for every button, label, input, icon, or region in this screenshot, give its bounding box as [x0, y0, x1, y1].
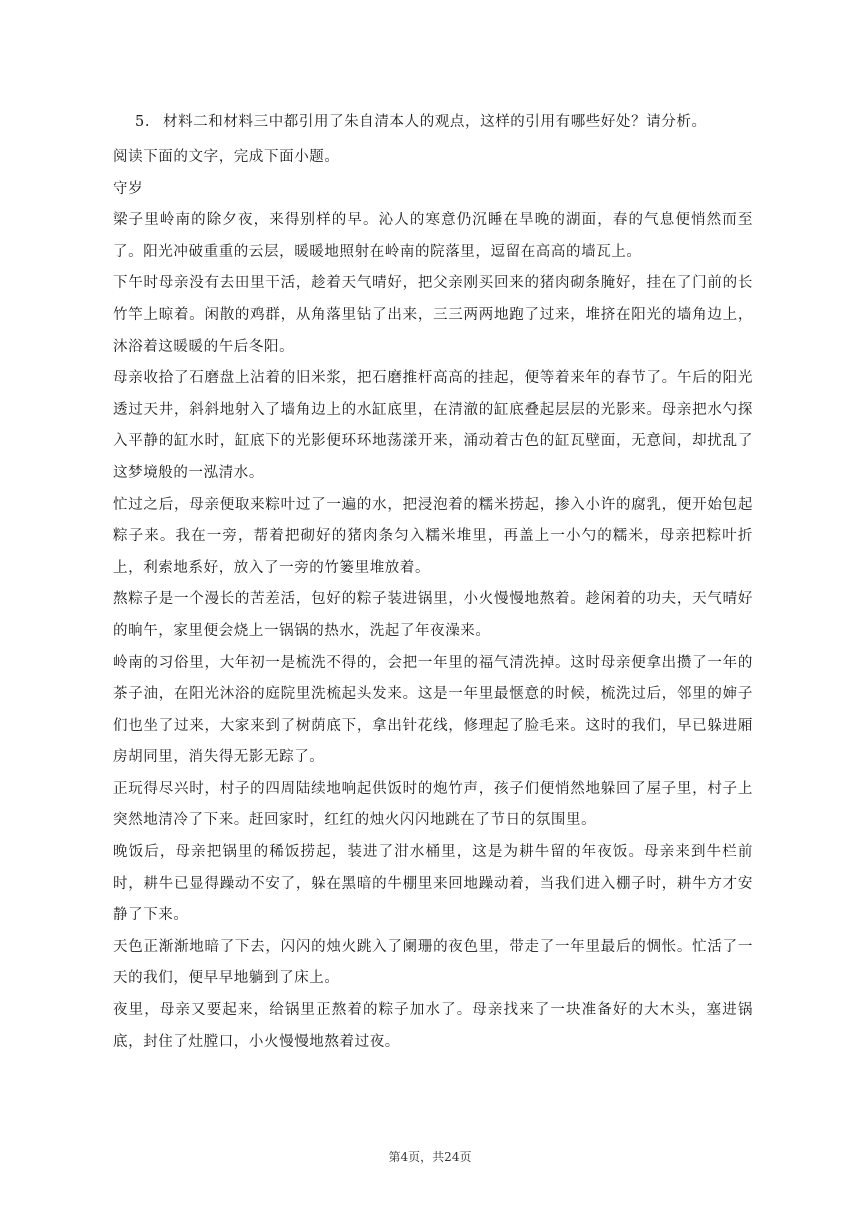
passage-paragraph: 忙过之后，母亲便取来粽叶过了一遍的水，把浸泡着的糯米捞起，掺入小许的腐乳，便开始包起粽子来。我在一旁，帮着把砌好的猪肉条匀入糯米堆里，再盖上一小勺的糯米，母亲把粽叶折上，利索地系好，放入了一旁的竹篓里堆放着。 — [113, 496, 753, 576]
passage-paragraph: 熬粽子是一个漫长的苦差活，包好的粽子装进锅里，小火慢慢地熬着。趁闲着的功夫，天气晴好的晌午，家里便会烧上一锅锅的热水，洗起了年夜澡来。 — [113, 591, 753, 639]
page-footer: 第4页，共24页 — [388, 1150, 472, 1164]
reading-instruction: 阅读下面的文字，完成下面小题。 — [113, 149, 340, 165]
passage-paragraph: 晚饭后，母亲把锅里的稀饭捞起，装进了泔水桶里，这是为耕牛留的年夜饭。母亲来到牛栏前时，耕牛已显得躁动不安了，躲在黑暗的牛棚里来回地躁动着，当我们进入棚子时，耕牛方才安静了下来。 — [113, 844, 753, 924]
question-number: 5. — [135, 114, 151, 130]
document-page — [113, 104, 753, 1058]
passage-paragraph: 夜里，母亲又要起来，给锅里正熬着的粽子加水了。母亲找来了一块准备好的大木头，塞进锅底，封住了灶膛口，小火慢慢地熬着过夜。 — [113, 1002, 753, 1050]
passage-paragraph: 天色正渐渐地暗了下去，闪闪的烛火跳入了阑珊的夜色里，带走了一年里最后的惆怅。忙活了一天的我们，便早早地躺到了床上。 — [113, 938, 753, 987]
passage-title: 守岁 — [113, 180, 144, 197]
passage-paragraph: 岭南的习俗里，大年初一是梳洗不得的，会把一年里的福气清洗掉。这时母亲便拿出攒了一年的茶子油，在阳光沐浴的庭院里洗梳起头发来。这是一年里最惬意的时候，梳洗过后，邻里的婶子们也坐了过来，大家来到了树荫底下，拿出针花线，修理起了脸毛来。这时的我们，早已躲进厢房胡同里，消失得无影无踪了。 — [113, 654, 753, 766]
passage-paragraph: 母亲收拾了石磨盘上沾着的旧米浆，把石磨推杆高高的挂起，便等着来年的春节了。午后的阳光透过天井，斜斜地射入了墙角边上的水缸底里，在清澈的缸底叠起层层的光影来。母亲把水勺探入平静的缸水时，缸底下的光影便环环地荡漾开来，涌动着古色的缸瓦壁面，无意间，却扰乱了这梦境般的一泓清水。 — [113, 370, 753, 481]
passage-paragraph: 下午时母亲没有去田里干活，趁着天气晴好，把父亲刚买回来的猪肉砌条腌好，挂在了门前的长竹竿上晾着。闲散的鸡群，从角落里钻了出来，三三两两地跑了过来，堆挤在阳光的墙角边上，沐浴着这暖暖的午后冬阳。 — [113, 275, 753, 355]
question-5 — [113, 104, 753, 140]
passage-paragraph: 梁子里岭南的除夕夜，来得别样的早。沁人的寒意仍沉睡在旱晚的湖面，春的气息便悄然而至了。阳光冲破重重的云层，暖暖地照射在岭南的院落里，逗留在高高的墙瓦上。 — [113, 212, 753, 260]
question-text: 材料二和材料三中都引用了朱自清本人的观点，这样的引用有哪些好处？请分析。 — [163, 114, 707, 130]
passage-paragraph: 正玩得尽兴时，村子的四周陆续地响起供饭时的炮竹声，孩子们便悄然地躲回了屋子里，村子上突然地清冷了下来。赶回家时，红红的烛火闪闪地跳在了节日的氛围里。 — [113, 780, 753, 829]
